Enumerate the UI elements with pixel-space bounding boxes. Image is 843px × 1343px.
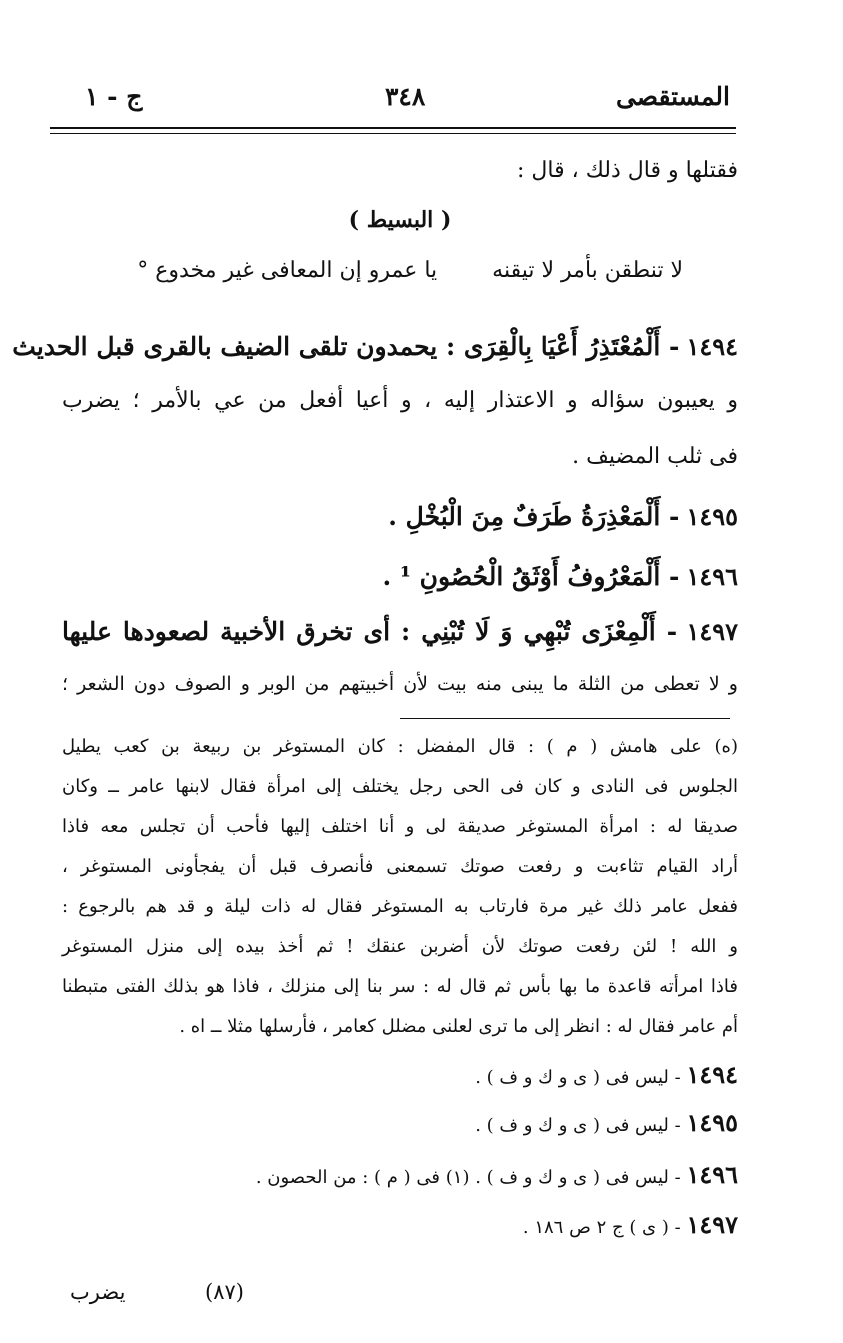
proverb-number: ١٤٩٦ [686,562,738,591]
proverb-number: ١٤٩٥ [686,502,738,531]
note-number: ١٤٩٧ [686,1210,738,1239]
textual-note-1497 [62,1210,738,1243]
page-header [60,82,740,122]
proverb-number: ١٤٩٧ [686,617,738,646]
footnote-line: أم عامر فقال له : انظر إلى ما ترى لعلنى مضلل كعامر ، فأرسلها مثلا ــ اه . [179,1016,738,1037]
textual-note-1494 [62,1060,738,1093]
book-title: المستقصى [615,82,730,111]
verse-first-hemistich: لا تنطقن بأمر لا تيقنه [492,258,683,283]
textual-note-1495 [62,1108,738,1141]
note-text: - ليس فى ( ى و ك و ف ) . (١) فى ( م ) : من الحصون . [255,1167,681,1188]
note-text: - ( ى ) ج ٢ ص ١٨٦ . [522,1217,681,1238]
footnote-line: أراد القيام تثاءبت و رفعت صوتك تسمعنى فأنصرف قبل أن يفجأونى المستوغر ، [62,856,738,877]
footnote-line: صديقا له : امرأة المستوغر صديقة لى و أنا اختلف إليها فأحب أن تجلس معه فاذا [62,816,738,837]
verse-second-hemistich: يا عمرو إن المعافى غير مخدوع ° [137,258,438,283]
footnote-line: الجلوس فى النادى و كان فى الحى رجل يختلف إلى امرأة فقال لابنها عامر ــ وكان [62,776,738,797]
verse-line [62,254,738,288]
proverb-1494-line-2: و يعيبون سؤاله و الاعتذار إليه ، و أعيا أفعل من عي بالأمر ؛ يضرب [62,388,738,413]
page-number: ٣٤٨ [385,82,426,111]
note-text: - ليس فى ( ى و ك و ف ) . [475,1115,681,1136]
proverb-1496 [62,560,738,596]
proverb-text: - أَلْمَعْرُوفُ أَوْثَقُ الْحُصُونِ ¹ . [382,562,680,591]
proverb-text: - أَلْمُعْتَذِرُ أَعْيَا بِالْقِرَى : يحمدون تلقى الضيف بالقرى قبل الحديث [12,332,680,361]
header-rule-thin [50,133,736,134]
volume-label: ج - ١ [85,82,143,111]
note-text: - ليس فى ( ى و ك و ف ) . [475,1067,681,1088]
footnote-line: ففعل عامر ذلك غير مرة فارتاب به المستوغر فقال له ذات ليلة و قد هم بالرجوع : [62,896,738,917]
proverb-text: - أَلْمَعْذِرَةُ طَرَفٌ مِنَ الْبُخْلِ . [388,502,680,531]
note-number: ١٤٩٦ [686,1160,738,1189]
meter-heading: ( البسيط ) [348,207,452,233]
note-number: ١٤٩٥ [686,1108,738,1137]
catchword: يضرب [70,1280,126,1304]
proverb-1494-line-1 [12,330,738,366]
proverb-1497-line-2: و لا تعطى من الثلة ما يبنى منه بيت لأن أخبيتهم من الوبر و الصوف دون الشعر ؛ [62,673,738,695]
proverb-1497-line-1 [62,615,738,651]
signature-mark: (٨٧) [205,1280,244,1304]
proverb-1495 [62,500,738,536]
note-number: ١٤٩٤ [686,1060,738,1089]
intro-line: فقتلها و قال ذلك ، قال : [517,158,738,183]
proverb-1494-line-3: فى ثلب المضيف . [572,444,738,469]
proverb-number: ١٤٩٤ [686,332,738,361]
footnote-line: (ه) على هامش ( م ) : قال المفضل : كان المستوغر بن ربيعة بن كعب يطيل [62,736,738,757]
footnote-line: فاذا امرأته قاعدة ما بها بأس ثم قال له : سر بنا إلى منزلك ، فاذا هو بذلك الفتى متبطنا [62,976,738,997]
header-rule-thick [50,127,736,129]
footnote-line: و الله ! لئن رفعت صوتك لأن أضربن عنقك ! ثم أخذ بيده إلى منزل المستوغر [62,936,738,957]
footnote-separator [400,718,730,719]
proverb-text: - أَلْمِعْزَى تُبْهِي وَ لَا تُبْنِي : أى تخرق الأخبية لصعودها عليها [62,617,678,646]
textual-note-1496 [62,1160,738,1193]
